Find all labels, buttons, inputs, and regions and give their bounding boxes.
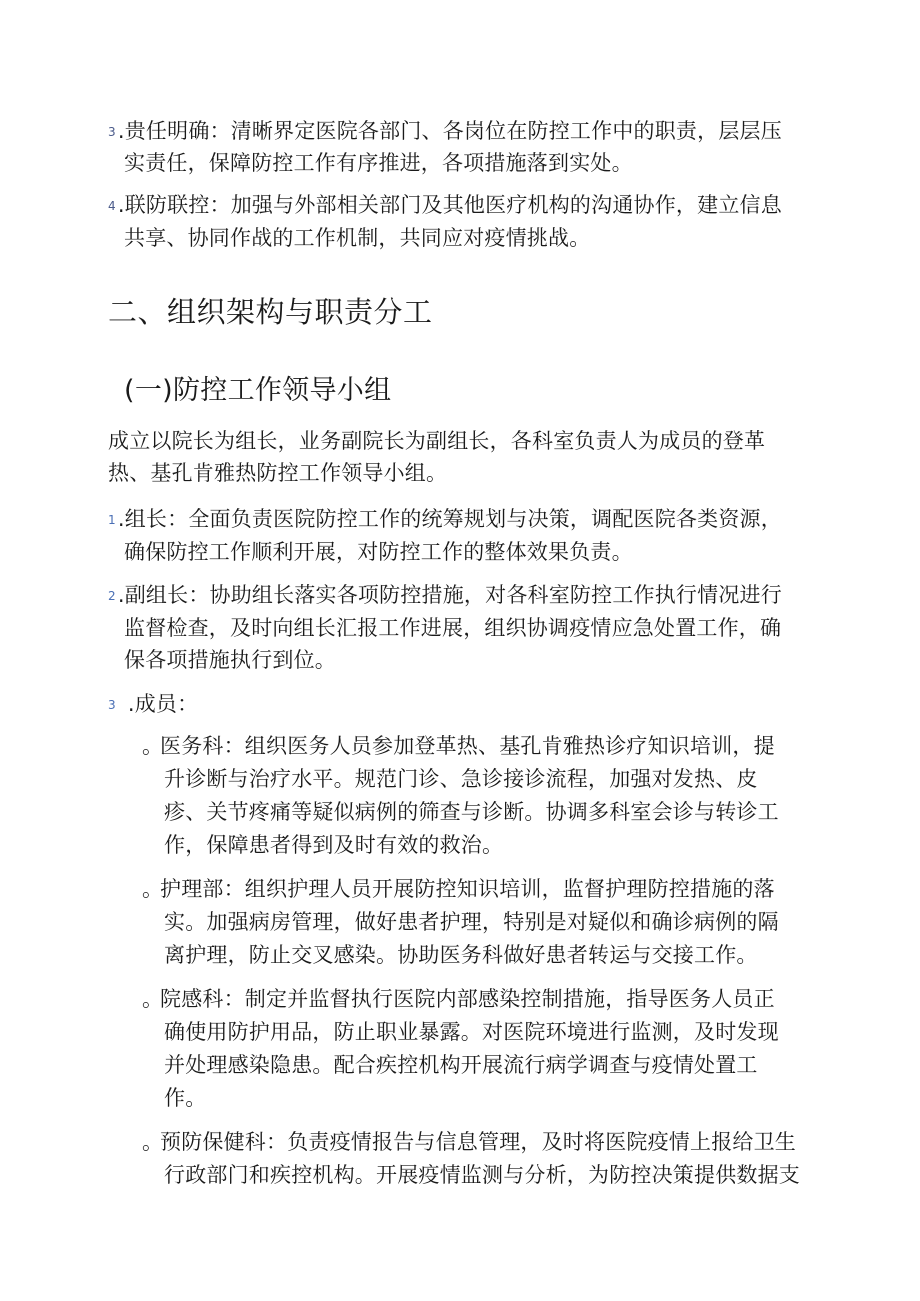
member-infection-line-3: 并处理感染隐患。配合疾控机构开展流行病学调查与疫情处置工 (164, 1053, 758, 1077)
bullet-mark: 。 (142, 1130, 164, 1154)
member-medical-line-4: 作，保障患者得到及时有效的救治。 (164, 833, 504, 857)
role-item-1-text: .组长：全面负责医院防控工作的统筹规划与决策，调配医院各类资源， (117, 507, 782, 531)
bullet-mark: 。 (142, 877, 164, 901)
role-item-3-line-1 (108, 689, 198, 720)
member-medical-line-2: 升诊断与治疗水平。规范门诊、急诊接诊流程，加强对发热、皮 (164, 767, 758, 791)
principle-item-3-line-2: 实责任，保障防控工作有序推进，各项措施落到实处。 (124, 151, 633, 175)
role-item-3-text: .成员： (127, 692, 199, 716)
member-nursing-text: 护理部：组织护理人员开展防控知识培训，监督护理防控措施的落 (160, 877, 775, 901)
principle-item-3-text: .贵任明确：清晰界定医院各部门、各岗位在防控工作中的职责，层层压 (117, 119, 782, 143)
list-number: 3 (108, 125, 116, 139)
member-nursing-line-2: 实。加强病房管理，做好患者护理，特别是对疑似和确诊病例的隔 (164, 910, 779, 934)
member-prevention-text: 预防保健科：负责疫情报告与信息管理，及时将医院疫情上报给卫生 (160, 1130, 796, 1154)
principle-item-4-text: .联防联控：加强与外部相关部门及其他医疗机构的沟通协作，建立信息 (117, 193, 782, 217)
list-number: 2 (108, 589, 116, 603)
intro-line-2: 热、基孔肯雅热防控工作领导小组。 (108, 461, 448, 485)
role-item-1-line-2: 确保防控工作顺利开展，对防控工作的整体效果负责。 (124, 540, 633, 564)
member-medical-line-3: 疹、关节疼痛等疑似病例的筛查与诊断。协调多科室会诊与转诊工 (164, 800, 779, 824)
role-item-1-line-1 (108, 504, 782, 535)
section-heading: 二、组织架构与职责分工 (108, 295, 433, 329)
member-prevention-line-2: 行政部门和疾控机构。开展疫情监测与分析，为防控决策提供数据支 (164, 1163, 800, 1187)
member-medical-text: 医务科：组织医务人员参加登革热、基孔肯雅热诊疗知识培训，提 (160, 734, 775, 758)
member-infection-line-2: 确使用防护用品，防止职业暴露。对医院环境进行监测，及时发现 (164, 1020, 779, 1044)
member-prevention-line-1 (142, 1127, 796, 1157)
principle-item-3-line-1 (108, 116, 782, 147)
principle-item-4-line-1 (108, 190, 782, 221)
list-number: 1 (108, 513, 116, 527)
role-item-2-line-2: 监督检查，及时向组长汇报工作进展，组织协调疫情应急处置工作，确 (124, 616, 782, 640)
member-infection-line-4: 作。 (164, 1086, 207, 1110)
role-item-2-line-3: 保各项措施执行到位。 (124, 648, 336, 672)
role-item-2-line-1 (108, 580, 782, 611)
member-medical-line-1 (142, 731, 775, 761)
member-nursing-line-3: 离护理，防止交叉感染。协助医务科做好患者转运与交接工作。 (164, 943, 758, 967)
member-infection-line-1 (142, 984, 775, 1014)
member-nursing-line-1 (142, 874, 775, 904)
subsection-heading: (一)防控工作领导小组 (124, 375, 392, 406)
role-item-2-text: .副组长：协助组长落实各项防控措施，对各科室防控工作执行情况进行 (117, 583, 782, 607)
member-infection-text: 院感科：制定并监督执行医院内部感染控制措施，指导医务人员正 (160, 987, 775, 1011)
bullet-mark: 。 (142, 734, 164, 758)
bullet-mark: 。 (142, 987, 164, 1011)
list-number: 4 (108, 199, 116, 213)
intro-line-1: 成立以院长为组长，业务副院长为副组长，各科室负责人为成员的登革 (108, 429, 766, 453)
list-number: 3 (108, 698, 116, 712)
principle-item-4-line-2: 共享、协同作战的工作机制，共同应对疫情挑战。 (124, 226, 591, 250)
